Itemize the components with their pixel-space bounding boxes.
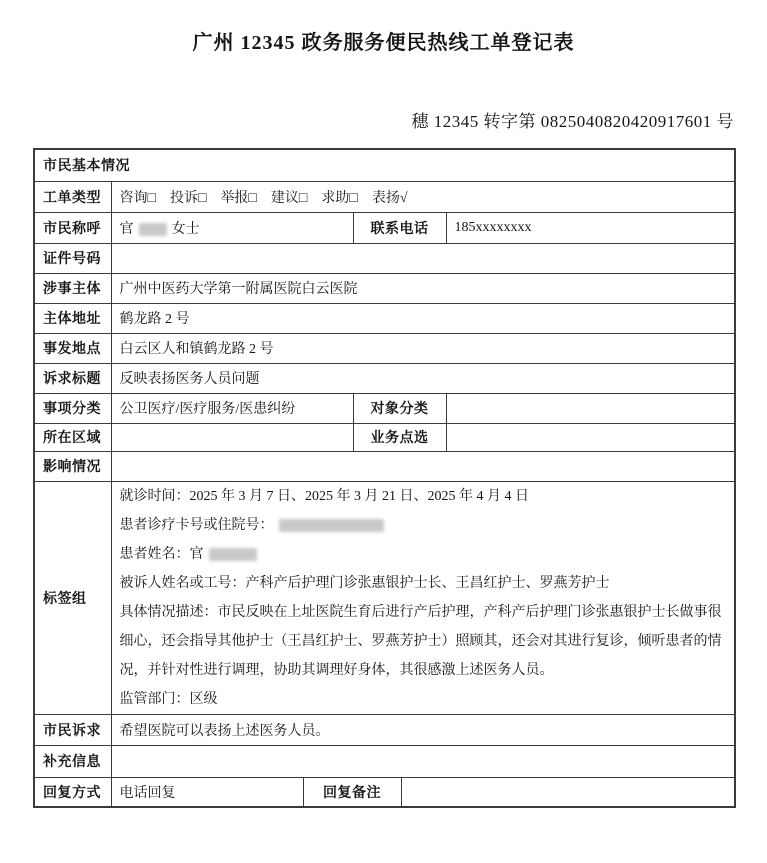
appeal-title-label: 诉求标题 bbox=[34, 363, 111, 393]
patient-name-label: 患者姓名：官 bbox=[119, 546, 204, 562]
order-type-options bbox=[111, 181, 735, 212]
work-order-form-table bbox=[33, 148, 736, 808]
region-value bbox=[111, 423, 353, 451]
entity-address-row bbox=[34, 303, 735, 333]
patient-card-line bbox=[120, 511, 727, 540]
involved-entity-label: 涉事主体 bbox=[34, 273, 111, 303]
order-type-label: 工单类型 bbox=[34, 181, 111, 212]
entity-address-value: 鹤龙路 2 号 bbox=[111, 303, 735, 333]
citizen-appeal-label: 市民诉求 bbox=[34, 714, 111, 745]
patient-card-label: 患者诊疗卡号或住院号： bbox=[119, 517, 274, 533]
patient-name-line bbox=[120, 540, 727, 569]
impact-row bbox=[34, 451, 735, 481]
impact-value bbox=[111, 451, 735, 481]
appeal-title-value: 反映表扬医务人员问题 bbox=[111, 363, 735, 393]
id-number-value bbox=[111, 243, 735, 273]
checkbox-option-suggestion: 建议□ bbox=[270, 190, 308, 206]
incident-location-row bbox=[34, 333, 735, 363]
checkbox-option-help: 求助□ bbox=[321, 190, 358, 206]
business-selection-label: 业务点选 bbox=[353, 423, 446, 451]
entity-address-label: 主体地址 bbox=[34, 303, 111, 333]
tag-group-label: 标签组 bbox=[34, 481, 111, 714]
additional-info-value bbox=[111, 745, 735, 777]
situation-description-line: 具体情况描述：市民反映在上址医院生育后进行产后护理，产科产后护理门诊张惠银护士长做事很细心，还会指导其他护士（王昌红护士、罗燕芳护士）照顾其，还会对其进行复诊，倾听患者的情况，并针对性进行调理，协助其调理好身体，其很感激上述医务人员。 bbox=[119, 604, 722, 678]
id-number-label: 证件号码 bbox=[34, 243, 111, 273]
citizen-name-row bbox=[34, 212, 735, 243]
object-category-label: 对象分类 bbox=[353, 393, 446, 423]
item-category-value: 公卫医疗/医疗服务/医患纠纷 bbox=[111, 393, 353, 423]
page-title: 广州 12345 政务服务便民热线工单登记表 bbox=[192, 32, 575, 54]
redacted-text bbox=[209, 548, 257, 561]
contact-phone-value: 185xxxxxxxx bbox=[446, 212, 735, 243]
accused-staff-line: 被诉人姓名或工号：产科产后护理门诊张惠银护士长、王昌红护士、罗燕芳护士 bbox=[119, 575, 610, 591]
tag-group-row bbox=[34, 481, 735, 714]
involved-entity-value: 广州中医药大学第一附属医院白云医院 bbox=[111, 273, 735, 303]
additional-info-label: 补充信息 bbox=[34, 745, 111, 777]
redacted-text bbox=[139, 223, 167, 236]
involved-entity-row bbox=[34, 273, 735, 303]
reply-method-row bbox=[34, 777, 735, 807]
contact-phone-label: 联系电话 bbox=[353, 212, 446, 243]
checkbox-option-praise-checked: 表扬√ bbox=[371, 190, 408, 206]
additional-info-row bbox=[34, 745, 735, 777]
object-category-value bbox=[446, 393, 735, 423]
region-label: 所在区域 bbox=[34, 423, 111, 451]
reply-method-label: 回复方式 bbox=[34, 777, 111, 807]
reply-method-value: 电话回复 bbox=[111, 777, 303, 807]
reply-remarks-label: 回复备注 bbox=[303, 777, 401, 807]
tag-group-content bbox=[111, 481, 735, 714]
citizen-name-value bbox=[111, 212, 353, 243]
incident-location-label: 事发地点 bbox=[34, 333, 111, 363]
section-header-row bbox=[34, 149, 735, 181]
citizen-appeal-value: 希望医院可以表扬上述医务人员。 bbox=[111, 714, 735, 745]
appeal-title-row bbox=[34, 363, 735, 393]
citizen-name-label: 市民称呼 bbox=[34, 212, 111, 243]
impact-label: 影响情况 bbox=[34, 451, 111, 481]
citizen-surname: 官 bbox=[119, 221, 134, 237]
reference-number: 穗 12345 转字第 0825040820420917601 号 bbox=[411, 112, 734, 131]
region-row bbox=[34, 423, 735, 451]
business-selection-value bbox=[446, 423, 735, 451]
citizen-honorific: 女士 bbox=[171, 221, 200, 237]
checkbox-option-report: 举报□ bbox=[220, 190, 257, 206]
visit-time-line: 就诊时间：2025 年 3 月 7 日、2025 年 3 月 21 日、2025 年 4 月 4 日 bbox=[119, 488, 529, 504]
citizen-appeal-row bbox=[34, 714, 735, 745]
redacted-text bbox=[279, 519, 384, 532]
reply-remarks-value bbox=[401, 777, 735, 807]
incident-location-value: 白云区人和镇鹤龙路 2 号 bbox=[111, 333, 735, 363]
order-type-row bbox=[34, 181, 735, 212]
supervising-department-line: 监管部门：区级 bbox=[119, 691, 218, 707]
checkbox-option-consult: 咨询□ bbox=[119, 190, 156, 206]
item-category-label: 事项分类 bbox=[34, 393, 111, 423]
section-header-citizen-basic-info: 市民基本情况 bbox=[34, 149, 735, 181]
item-category-row bbox=[34, 393, 735, 423]
checkbox-option-complaint: 投诉□ bbox=[169, 190, 207, 206]
id-number-row bbox=[34, 243, 735, 273]
